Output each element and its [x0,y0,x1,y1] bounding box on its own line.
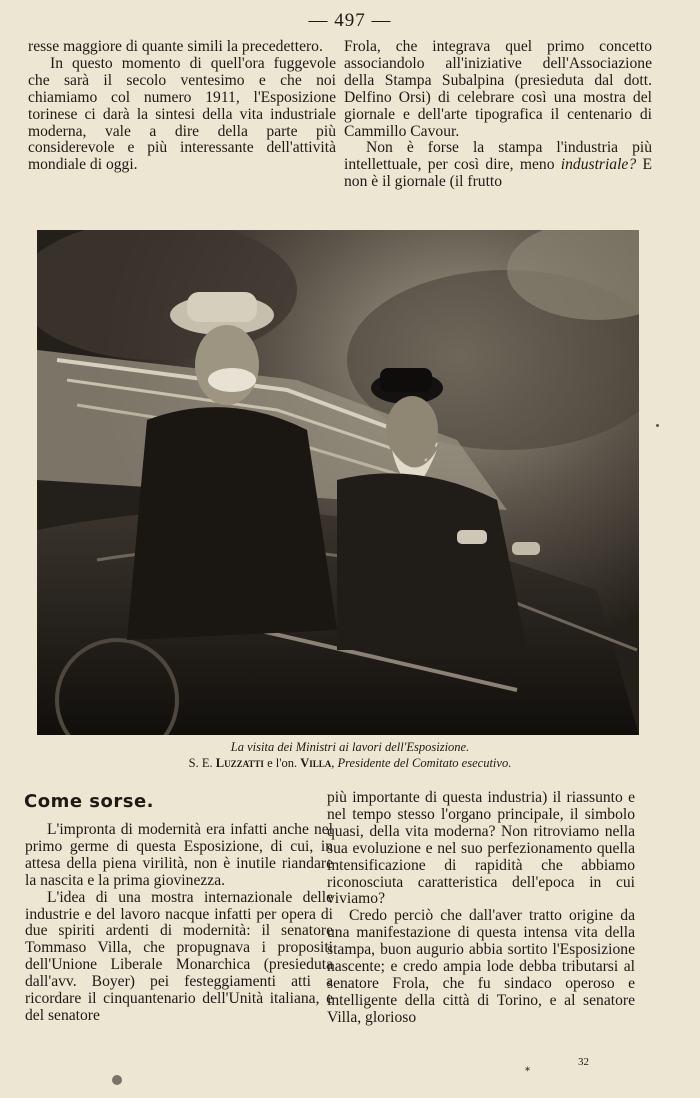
photo-caption-title: La visita dei Ministri ai lavori dell'Esposizione. [230,740,470,754]
paragraph: resse maggiore di quante simili la precedettero. [28,38,323,55]
caption-name: Luzzatti [215,756,264,770]
text-column-bottom-right [327,790,635,1027]
paragraph: Frola, che integrava quel primo concetto associandolo all'iniziative dell'Associazione della Stampa Subalpina (presieduta dal dott. Delfino Orsi) di celebrare così una mostra del giornale e dell'arte tipografica il centenario di Cammillo Cavour. [344,38,652,140]
paragraph: Credo perciò che dall'aver tratto origine da una manifestazione di questa intensa vita della stampa, buon augurio abbia sortito l'Esposizione nascente; e credo ampia lode debba tributarsi al senatore Frola, che fu sindaco operoso e intelligente della città di Torino, e al senatore Villa, glorioso [327,907,635,1026]
section-heading: Come sorse. [24,791,155,812]
photograph-drawing [37,230,639,735]
caption-name: Villa [300,756,332,770]
photo-caption-names [0,756,700,771]
caption-text: e l'on. [263,756,301,770]
photograph-ministers-in-carriage [37,230,639,735]
ink-spot [656,424,659,427]
paragraph: In questo momento di quell'ora fuggevole che sarà il secolo ventesimo e che noi chiamiamo col numero 1911, l'Esposizione torinese ci darà la sintesi della vita industriale moderna, vale a dire della parte più considerevole e più interessante dell'attività mondiale di oggi. [28,54,336,174]
asterisk-mark: * [525,1066,530,1077]
caption-text: S. E. [188,756,216,770]
text-column-top-right [344,39,652,191]
paragraph [344,140,652,191]
paragraph: L'idea di una mostra internazionale delle industrie e del lavoro nacque infatti per opera di due spiriti ardenti di modernità: il senatore Tommaso Villa, che propugnava i propositi dell'Unione Liberale Monarchica (presieduta dall'avv. Boyer) pei festeggiamenti atti a ricordare il cinquantenario dell'Unità italiana, e del senatore [25,888,333,1024]
paragraph-text: Non è forse la stampa l'industria più intellettuale, per così dire, meno [344,139,652,174]
paragraph: più importante di questa industria) il riassunto e nel tempo stesso l'organo principale, il simbolo quasi, della vita moderna? Non ritroviamo nella sua evoluzione e nel suo perfezionamento quella intensificazione di rapidità che abbiamo riconosciuta caratteristica dell'epoca in cui viviamo? [327,789,635,908]
italic-word: industriale? [560,156,637,174]
text-column-top-left [28,39,336,174]
paragraph: L'impronta di modernità era infatti anche nel primo germe di questa Esposizione, di cui, in attesa della piena virilità, non è inutile riandare la nascita e la prima giovinezza. [25,821,333,889]
caption-role: Presidente del Comitato esecutivo. [337,756,512,770]
paragraph-text: E non è il giornale (il frutto [344,156,652,191]
page-number: — 497 — [308,10,392,31]
caption-text: , [331,756,338,770]
ink-spot [112,1075,122,1085]
text-column-bottom-left [25,822,333,1025]
signature-mark: 32 [578,1056,589,1068]
